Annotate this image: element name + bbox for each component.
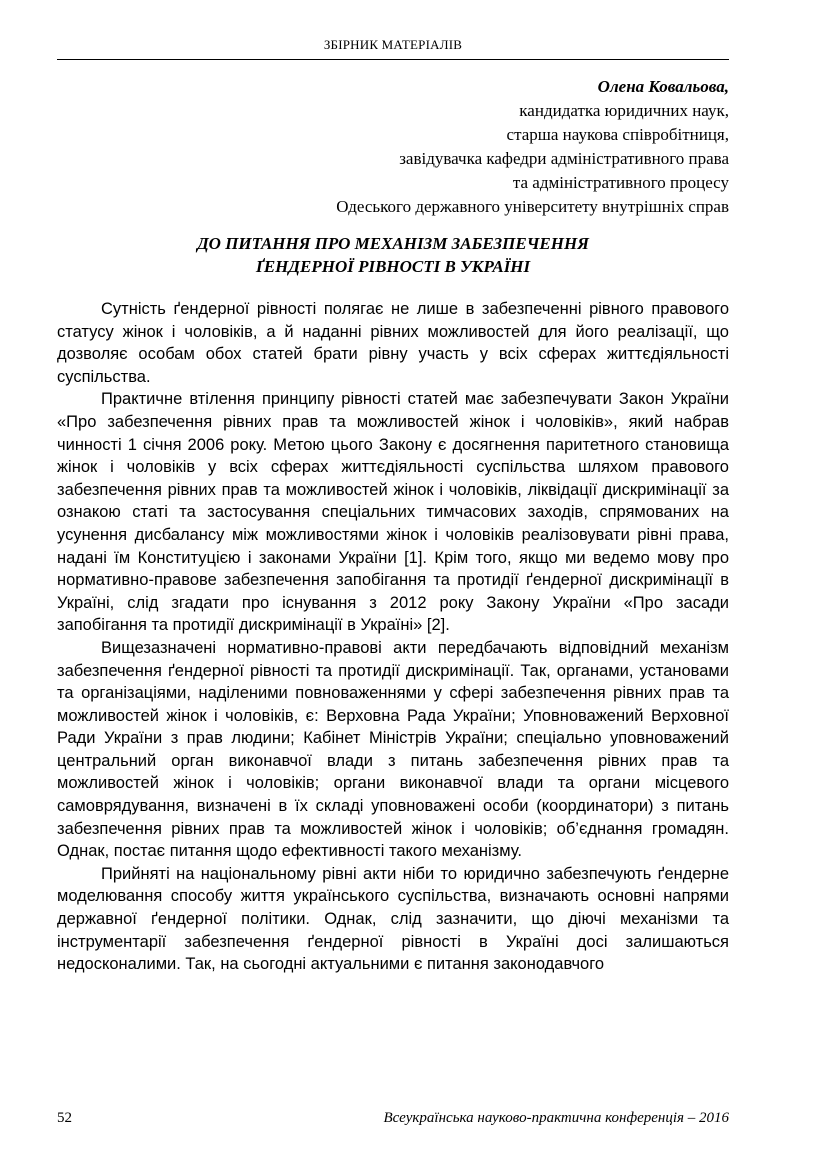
body-paragraph: Практичне втілення принципу рівності статей має забезпечувати Закон України «Про забезпечення рівних прав та можливостей жінок і чоловіків», який набрав чинності 1 січня 2006 року. Метою цього Закону є досягнення паритетного становища жінок і чоловіків у всіх сферах життєдіяльності суспільства шляхом правового забезпечення рівних прав та можливостей жінок і чоловіків, ліквідації дискримінації за ознакою статі та застосування спеціальних тимчасових заходів, спрямованих на усунення дисбалансу між можливостями жінок і чоловіків реалізовувати рівні права, надані їм Конституцією і законами України [1]. Крім того, якщо ми ведемо мову про нормативно-правове забезпечення запобігання та протидії ґендерної дискримінації в Україні, слід згадати про існування з 2012 року Закону України «Про засади запобігання та протидії дискримінації в Україні» [2].: [57, 390, 729, 635]
body-paragraph: Вищезазначені нормативно-правові акти передбачають відповідний механізм забезпечення ґендерної рівності та протидії дискримінації. Так, органами, установами та організаціями, наділеними повноваженнями у сфері забезпечення рівних прав та можливостей жінок і чоловіків, є: Верховна Рада України; Уповноважений Верховної Ради України з прав людини; Кабінет Міністрів України; спеціально уповноважений центральний орган виконавчої влади з питань забезпечення рівних прав та можливостей жінок і чоловіків; органи виконавчої влади та органи місцевого самоврядування, визначені в їх складі уповноважені особи (координатори) з питань забезпечення рівних прав та можливостей жінок і чоловіків; об’єднання громадян. Однак, постає питання щодо ефективності такого механізму.: [57, 638, 729, 861]
author-affiliation-line: старша наукова співробітниця,: [506, 125, 729, 144]
author-name: Олена Ковальова,: [597, 77, 729, 96]
conference-name: Всеукраїнська науково-практична конференція – 2016: [383, 1110, 729, 1126]
page-number: 52: [57, 1110, 72, 1126]
author-affiliation-line: завідувачка кафедри адміністративного права: [399, 149, 729, 168]
running-header: [57, 37, 729, 60]
author-affiliation-line: Одеського державного університету внутрішніх справ: [336, 197, 729, 216]
article-title-line: ҐЕНДЕРНОЇ РІВНОСТІ В УКРАЇНІ: [255, 257, 531, 276]
body-paragraph: Прийняті на національному рівні акти ніби то юридично забезпечують ґендерне моделювання способу життя українського суспільства, визначають основні напрями державної ґендерної політики. Однак, слід зазначити, що діючі механізми та інструментарії забезпечення ґендерної рівності в Україні досі залишаються недосконалими. Так, на сьогодні актуальними є питання законодавчого: [57, 864, 729, 974]
article-title: [57, 232, 729, 278]
running-title: ЗБІРНИК МАТЕРІАЛІВ: [323, 37, 463, 52]
body-paragraph: Сутність ґендерної рівності полягає не лише в забезпеченні рівного правового статусу жінок і чоловіків, а й наданні рівних можливостей для його реалізації, що дозволяє особам обох статей брати рівну участь у всіх сферах життєдіяльності суспільства.: [57, 300, 729, 386]
author-affiliation-line: та адміністративного процесу: [512, 173, 729, 192]
article-title-line: ДО ПИТАННЯ ПРО МЕХАНІЗМ ЗАБЕЗПЕЧЕННЯ: [197, 234, 589, 253]
author-affiliation-line: кандидатка юридичних наук,: [519, 101, 729, 120]
article-body: [57, 298, 729, 976]
author-block: [169, 75, 729, 219]
